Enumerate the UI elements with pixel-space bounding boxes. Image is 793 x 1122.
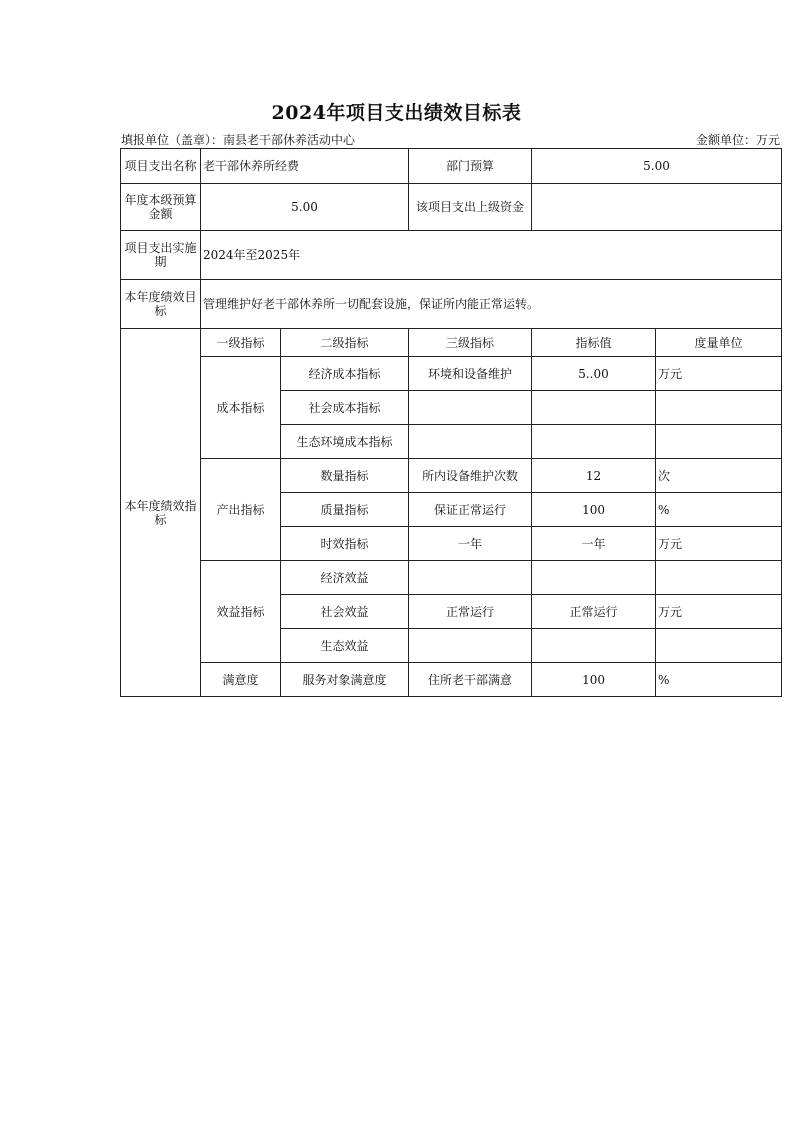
cell-level2: 质量指标 — [281, 493, 409, 527]
goal-value: 管理维护好老干部休养所一切配套设施，保证所内能正常运转。 — [201, 280, 782, 329]
fill-unit-text: 填报单位（盖章）：南县老干部休养活动中心 — [121, 133, 356, 147]
cell-unit: 万元 — [656, 595, 782, 629]
cell-value: 一年 — [532, 527, 656, 561]
cell-level3: 正常运行 — [409, 595, 532, 629]
cell-unit — [656, 391, 782, 425]
cell-unit: 万元 — [656, 357, 782, 391]
indicator-section-label: 本年度绩效指标 — [121, 329, 201, 697]
group-benefit: 效益指标 — [201, 561, 281, 663]
table-row — [121, 663, 782, 697]
amount-unit-text: 金额单位：万元 — [695, 133, 780, 147]
table-row — [121, 459, 782, 493]
table-row — [121, 357, 782, 391]
period-label: 项目支出实施期 — [121, 231, 201, 280]
header-level1: 一级指标 — [201, 329, 281, 357]
table-row — [121, 149, 782, 184]
cell-unit — [656, 629, 782, 663]
annual-budget-value: 5.00 — [201, 184, 409, 231]
cell-level3: 保证正常运行 — [409, 493, 532, 527]
project-name-value: 老干部休养所经费 — [201, 149, 409, 184]
cell-level2: 社会成本指标 — [281, 391, 409, 425]
performance-table — [120, 148, 782, 697]
table-row — [121, 280, 782, 329]
cell-level3 — [409, 391, 532, 425]
cell-unit: % — [656, 493, 782, 527]
cell-level3: 住所老干部满意 — [409, 663, 532, 697]
cell-level3 — [409, 561, 532, 595]
header-level3: 三级指标 — [409, 329, 532, 357]
cell-value — [532, 425, 656, 459]
annual-budget-label: 年度本级预算金额 — [121, 184, 201, 231]
cell-level2: 数量指标 — [281, 459, 409, 493]
cell-level2: 服务对象满意度 — [281, 663, 409, 697]
cell-value: 正常运行 — [532, 595, 656, 629]
group-cost: 成本指标 — [201, 357, 281, 459]
cell-value: 5..00 — [532, 357, 656, 391]
cell-value — [532, 391, 656, 425]
header-unit: 度量单位 — [656, 329, 782, 357]
cell-unit: 次 — [656, 459, 782, 493]
upper-funds-value — [532, 184, 782, 231]
dept-budget-label: 部门预算 — [409, 149, 532, 184]
cell-level3: 一年 — [409, 527, 532, 561]
page-title: 2024年项目支出绩效目标表 — [271, 102, 522, 124]
cell-level2: 社会效益 — [281, 595, 409, 629]
table-row — [121, 231, 782, 280]
period-value: 2024年至2025年 — [201, 231, 782, 280]
cell-level3 — [409, 425, 532, 459]
cell-level2: 经济效益 — [281, 561, 409, 595]
group-output: 产出指标 — [201, 459, 281, 561]
group-satisfaction: 满意度 — [201, 663, 281, 697]
goal-label: 本年度绩效目标 — [121, 280, 201, 329]
cell-level3: 环境和设备维护 — [409, 357, 532, 391]
cell-value — [532, 629, 656, 663]
project-name-label: 项目支出名称 — [121, 149, 201, 184]
upper-funds-label: 该项目支出上级资金 — [409, 184, 532, 231]
cell-value — [532, 561, 656, 595]
cell-level2: 生态效益 — [281, 629, 409, 663]
cell-unit — [656, 425, 782, 459]
cell-unit: 万元 — [656, 527, 782, 561]
table-row — [121, 184, 782, 231]
header-level2: 二级指标 — [281, 329, 409, 357]
cell-unit — [656, 561, 782, 595]
cell-level2: 生态环境成本指标 — [281, 425, 409, 459]
cell-value: 100 — [532, 663, 656, 697]
table-row — [121, 561, 782, 595]
header-value: 指标值 — [532, 329, 656, 357]
table-row — [121, 329, 782, 357]
cell-value: 100 — [532, 493, 656, 527]
cell-level2: 经济成本指标 — [281, 357, 409, 391]
cell-level3: 所内设备维护次数 — [409, 459, 532, 493]
cell-value: 12 — [532, 459, 656, 493]
dept-budget-value: 5.00 — [532, 149, 782, 184]
cell-unit: % — [656, 663, 782, 697]
cell-level2: 时效指标 — [281, 527, 409, 561]
cell-level3 — [409, 629, 532, 663]
